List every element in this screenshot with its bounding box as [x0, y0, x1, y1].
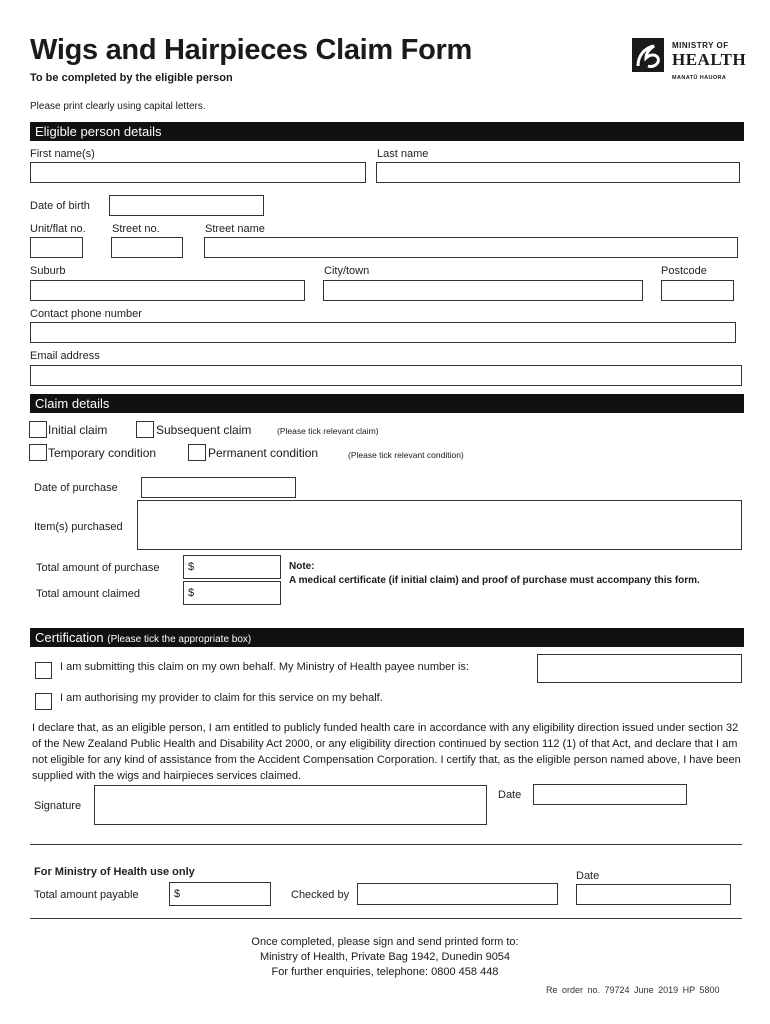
- street-name-label: Street name: [205, 223, 265, 235]
- city-label: City/town: [324, 265, 370, 277]
- initial-claim-checkbox[interactable]: [29, 421, 47, 438]
- street-no-field[interactable]: [111, 237, 183, 258]
- checked-by-field[interactable]: [357, 883, 558, 905]
- permanent-condition-checkbox[interactable]: [188, 444, 206, 461]
- permanent-condition-label: Permanent condition: [208, 446, 319, 460]
- total-payable-label: Total amount payable: [34, 889, 139, 901]
- section-claim-heading: Claim details: [30, 394, 744, 413]
- subsequent-claim-checkbox[interactable]: [136, 421, 154, 438]
- checked-by-label: Checked by: [291, 889, 350, 901]
- tick-condition-note: (Please tick relevant condition): [348, 450, 464, 460]
- koru-logo-icon: [632, 38, 664, 72]
- street-name-field[interactable]: [204, 237, 738, 258]
- dob-field[interactable]: [109, 195, 264, 216]
- postcode-field[interactable]: [661, 280, 734, 301]
- email-field[interactable]: [30, 365, 742, 386]
- items-field[interactable]: [137, 500, 742, 550]
- ministry-date-label: Date: [576, 870, 600, 882]
- total-claimed-field[interactable]: $: [183, 581, 281, 605]
- section-certification-heading: [30, 628, 744, 647]
- unit-field[interactable]: [30, 237, 83, 258]
- signature-field[interactable]: [94, 785, 487, 825]
- logo-text-maori: MANATŪ HAUORA: [672, 75, 727, 81]
- divider-top: [30, 844, 742, 845]
- footer-phone: For further enquiries, telephone: 0800 458 448: [271, 966, 499, 978]
- suburb-label: Suburb: [30, 265, 66, 277]
- suburb-field[interactable]: [30, 280, 305, 301]
- temporary-condition-checkbox[interactable]: [29, 444, 47, 461]
- provider-label: I am authorising my provider to claim for this service on my behalf.: [60, 692, 383, 704]
- phone-field[interactable]: [30, 322, 736, 343]
- first-name-field[interactable]: [30, 162, 366, 183]
- subsequent-claim-label: Subsequent claim: [156, 423, 252, 437]
- provider-checkbox[interactable]: [35, 693, 52, 710]
- own-behalf-checkbox[interactable]: [35, 662, 52, 679]
- postcode-label: Postcode: [661, 265, 707, 277]
- declaration-text: I declare that, as an eligible person, I am entitled to publicly funded health care in accordance with any eligibility direction issued under section 32 of the New Zealand Public Health and Disability Act 2000, or any eligibility direction continued by section 112 (1) of that Act, and declare that I am not eligible for any kind of assistance from the Accident Compensation Corporation. I certify that, as the eligible person named above, I have been supplied with the wigs and hairpieces services claimed.: [32, 722, 741, 782]
- note-text: A medical certificate (if initial claim) and proof of purchase must accompany this form.: [289, 575, 700, 586]
- last-name-field[interactable]: [376, 162, 740, 183]
- payee-number-field[interactable]: [537, 654, 742, 683]
- cert-date-label: Date: [498, 789, 522, 801]
- items-label: Item(s) purchased: [34, 521, 123, 533]
- temporary-condition-label: Temporary condition: [48, 446, 157, 460]
- reorder-info: Re order no. 79724 June 2019 HP 5800: [546, 985, 720, 995]
- total-payable-field[interactable]: $: [169, 882, 271, 906]
- footer-send-instruction: Once completed, please sign and send printed form to:: [251, 936, 519, 948]
- last-name-label: Last name: [377, 148, 429, 160]
- logo-text-health: HEALTH: [672, 50, 747, 69]
- street-no-label: Street no.: [112, 223, 160, 235]
- certification-title: Certification: [35, 630, 104, 645]
- footer-address: Ministry of Health, Private Bag 1942, Dunedin 9054: [259, 951, 511, 963]
- first-name-label: First name(s): [30, 148, 95, 160]
- logo-text-ministry: MINISTRY OF: [672, 41, 729, 50]
- phone-label: Contact phone number: [30, 308, 142, 320]
- section-eligible-heading: Eligible person details: [30, 122, 744, 141]
- unit-label: Unit/flat no.: [30, 223, 86, 235]
- tick-claim-note: (Please tick relevant claim): [277, 426, 379, 436]
- own-behalf-label: I am submitting this claim on my own behalf. My Ministry of Health payee number is:: [60, 661, 469, 673]
- initial-claim-label: Initial claim: [48, 423, 108, 437]
- divider-bottom: [30, 918, 742, 919]
- total-claimed-label: Total amount claimed: [36, 588, 140, 600]
- certification-note: (Please tick the appropriate box): [107, 634, 252, 645]
- total-purchase-field[interactable]: $: [183, 555, 281, 579]
- city-field[interactable]: [323, 280, 643, 301]
- dob-label: Date of birth: [30, 200, 90, 212]
- ministry-logo: [632, 38, 747, 86]
- page-subtitle: To be completed by the eligible person: [30, 72, 233, 84]
- page-title: Wigs and Hairpieces Claim Form: [30, 34, 472, 66]
- total-purchase-label: Total amount of purchase: [36, 562, 160, 574]
- note-title: Note:: [289, 561, 315, 572]
- ministry-date-field[interactable]: [576, 884, 731, 905]
- date-purchase-field[interactable]: [141, 477, 296, 498]
- date-purchase-label: Date of purchase: [34, 482, 118, 494]
- ministry-use-heading: For Ministry of Health use only: [34, 866, 195, 878]
- print-instruction: Please print clearly using capital letters.: [30, 101, 206, 112]
- email-label: Email address: [30, 350, 100, 362]
- signature-label: Signature: [34, 800, 82, 812]
- cert-date-field[interactable]: [533, 784, 687, 805]
